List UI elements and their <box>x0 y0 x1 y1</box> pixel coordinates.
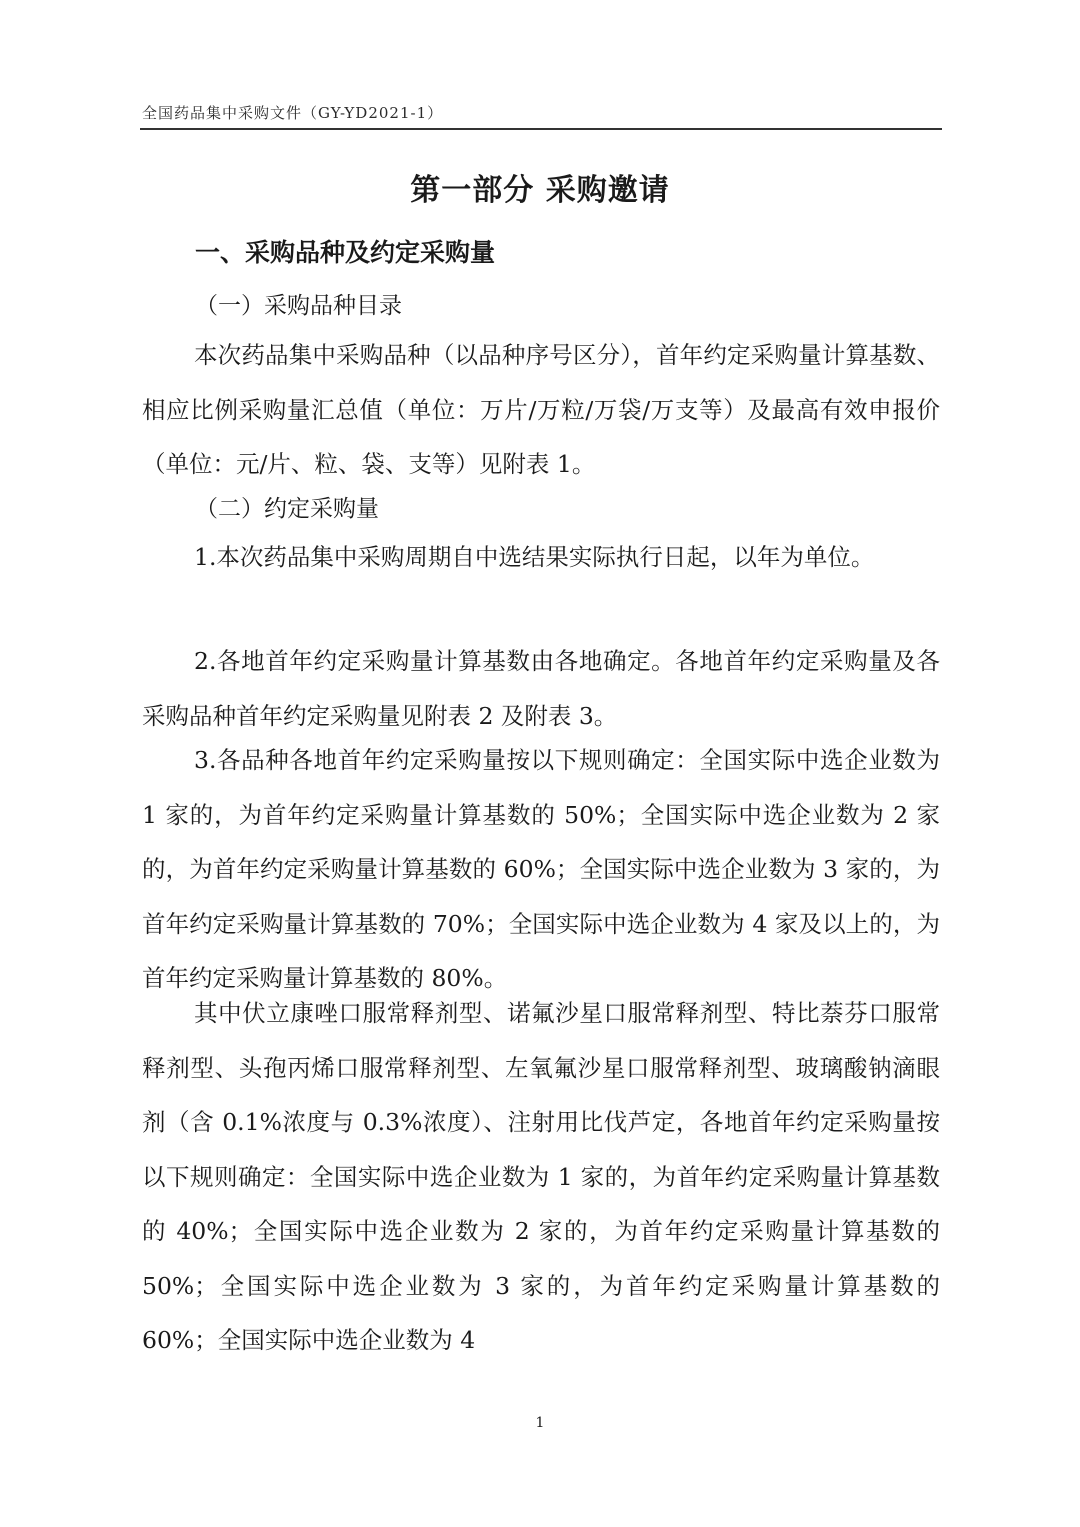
page-number: 1 <box>535 1415 545 1431</box>
paragraph-rule-3: 3.各品种各地首年约定采购量按以下规则确定：全国实际中选企业数为 1 家的，为首年约定采购量计算基数的 50%；全国实际中选企业数为 2 家的，为首年约定采购量计算基数的 60%；全国实际中选企业数为 3 家的，为首年约定采购量计算基数的 70%；全国实际中选企业数为 4 家及以上的，为首年约定采购量计算基数的 80%。 <box>142 746 940 992</box>
part-title: 第一部分 采购邀请 <box>410 173 670 208</box>
section-heading: 一、采购品种及约定采购量 <box>195 238 496 267</box>
paragraph-catalog: 本次药品集中采购品种（以品种序号区分），首年约定采购量计算基数、相应比例采购量汇总值（单位：万片/万粒/万袋/万支等）及最高有效申报价（单位：元/片、粒、袋、支等）见附表 1。 <box>142 341 940 478</box>
paragraph-rule-1: 1.本次药品集中采购周期自中选结果实际执行日起，以年为单位。 <box>194 543 875 571</box>
subsection-heading-volume: （二）约定采购量 <box>195 496 379 522</box>
header-divider <box>140 128 942 130</box>
paragraph-rule-2: 2.各地首年约定采购量计算基数由各地确定。各地首年约定采购量及各采购品种首年约定采购量见附表 2 及附表 3。 <box>142 647 940 730</box>
paragraph-special-rules: 其中伏立康唑口服常释剂型、诺氟沙星口服常释剂型、特比萘芬口服常释剂型、头孢丙烯口服常释剂型、左氧氟沙星口服常释剂型、玻璃酸钠滴眼剂（含 0.1%浓度与 0.3%浓度）、注射用比伐芦定，各地首年约定采购量按以下规则确定：全国实际中选企业数为 1 家的，为首年约定采购量计算基数的 40%；全国实际中选企业数为 2 家的，为首年约定采购量计算基数的 50%；全国实际中选企业数为 3 家的，为首年约定采购量计算基数的 60%；全国实际中选企业数为 4 <box>142 999 940 1354</box>
running-header: 全国药品集中采购文件（GY-YD2021-1） <box>142 104 444 122</box>
subsection-heading-catalog: （一）采购品种目录 <box>195 293 402 319</box>
